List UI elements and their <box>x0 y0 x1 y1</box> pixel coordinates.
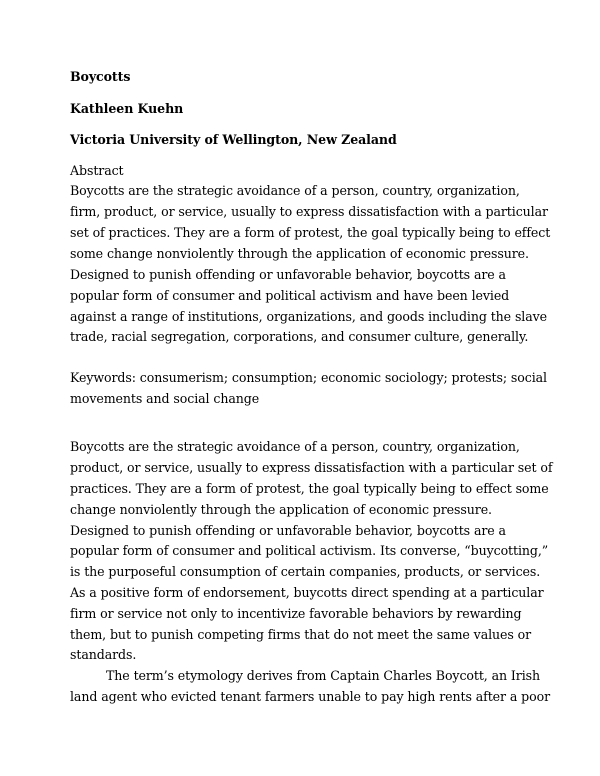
body-line: firm or service not only to incentivize favorable behaviors by rewarding <box>70 606 522 621</box>
body-line: them, but to punish competing firms that do not meet the same values or <box>70 627 532 642</box>
body-line: practices. They are a form of protest, the goal typically being to effect some <box>70 481 549 496</box>
body-line: product, or service, usually to express dissatisfaction with a particular set of <box>70 460 553 475</box>
body-line: change nonviolently through the application of economic pressure. <box>70 502 492 517</box>
abstract-heading: Abstract <box>70 163 124 178</box>
keywords-line: movements and social change <box>70 391 260 406</box>
body-line: The term’s etymology derives from Captain Charles Boycott, an Irish <box>106 668 541 683</box>
body-line: Designed to punish offending or unfavorable behavior, boycotts are a <box>70 523 506 538</box>
body-line: popular form of consumer and political activism. Its converse, “buycotting,” <box>70 543 549 558</box>
body-line: standards. <box>70 647 137 662</box>
document-title: Boycotts <box>70 69 131 84</box>
abstract-line: firm, product, or service, usually to express dissatisfaction with a particular <box>70 204 548 219</box>
body-line: As a positive form of endorsement, buycotts direct spending at a particular <box>70 585 544 600</box>
abstract-line: against a range of institutions, organizations, and goods including the slave <box>70 309 548 324</box>
body-line: Boycotts are the strategic avoidance of a person, country, organization, <box>70 439 520 454</box>
abstract-line: popular form of consumer and political activism and have been levied <box>70 288 510 303</box>
abstract-line: trade, racial segregation, corporations, and consumer culture, generally. <box>70 329 529 344</box>
abstract-line: set of practices. They are a form of protest, the goal typically being to effect <box>70 225 551 240</box>
author-affiliation: Victoria University of Wellington, New Zealand <box>70 132 397 147</box>
author-name: Kathleen Kuehn <box>70 101 184 116</box>
abstract-line: some change nonviolently through the application of economic pressure. <box>70 246 529 261</box>
body-line: is the purposeful consumption of certain companies, products, or services. <box>70 564 541 579</box>
keywords-line: Keywords: consumerism; consumption; economic sociology; protests; social <box>70 370 547 385</box>
body-line: land agent who evicted tenant farmers unable to pay high rents after a poor <box>70 689 550 704</box>
abstract-line: Boycotts are the strategic avoidance of a person, country, organization, <box>70 183 520 198</box>
abstract-line: Designed to punish offending or unfavorable behavior, boycotts are a <box>70 267 506 282</box>
